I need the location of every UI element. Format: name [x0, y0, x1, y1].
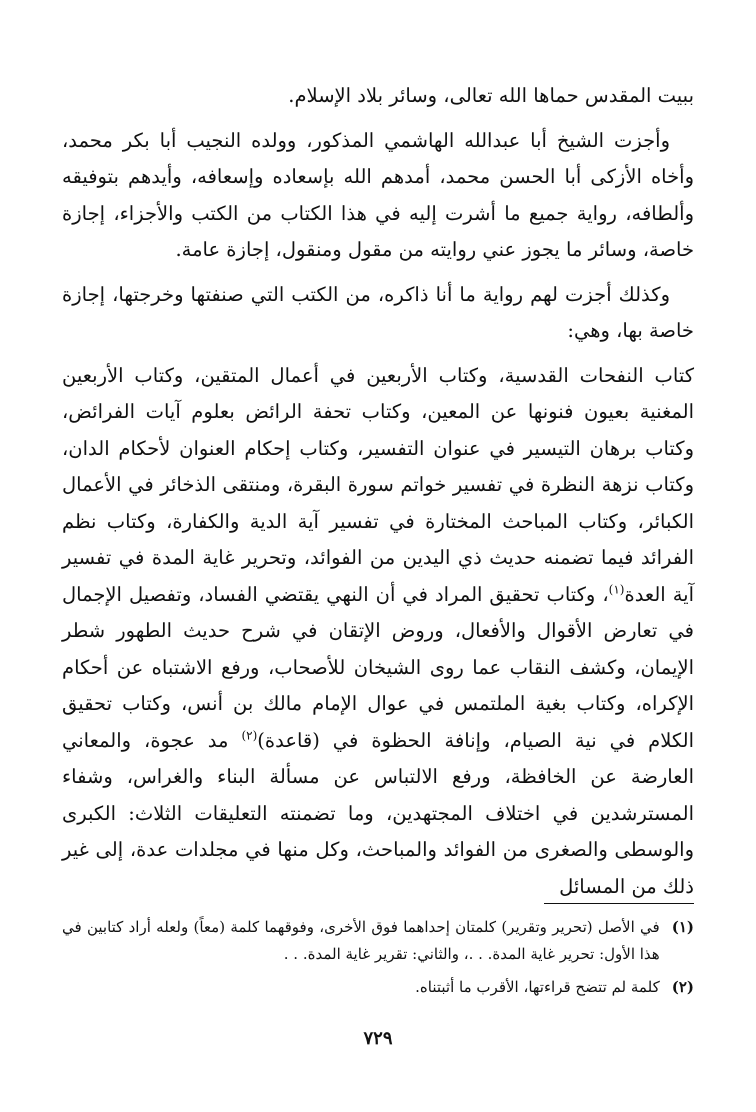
footnote-separator	[544, 903, 694, 904]
book-list-part-1: كتاب النفحات القدسية، وكتاب الأربعين في أعمال المتقين، وكتاب الأربعين المغنية بعيون فنونها عن المعين، وكتاب تحفة الرائض بعلوم آيات الفرائض، وكتاب برهان التيسير في عنوان التفسير، وكتاب إحكام العنوان لأحكام الدان، وكتاب نزهة النظرة في تفسير خواتم سورة البقرة، ومنتقى الذخائر في الأعمال الكبائر، وكتاب المباحث المختارة في تفسير آية الدية والكفارة، وكتاب نظم الفرائد فيما تضمنه حديث ذي اليدين من الفوائد، وتحرير غاية المدة في تفسير آية العدة	[62, 363, 695, 606]
footnote-number: (٢)	[671, 978, 694, 996]
paragraph-ijaza: وأجزت الشيخ أبا عبدالله الهاشمي المذكور، وولده النجيب أبا بكر محمد، وأخاه الأزكى أبا الحسن محمد، أمدهم الله بإسعاده وإسعافه، وأيدهم بتوفيقه وألطافه، رواية جميع ما أشرت إليه في هذا الكتاب من الكتب والأجزاء، إجازة خاصة، وسائر ما يجوز عني روايته من مقول ومنقول، إجازة عامة.	[62, 128, 694, 261]
paragraph-continuation: ببيت المقدس حماها الله تعالى، وسائر بلاد الإسلام.	[288, 84, 694, 107]
book-list-part-2: ، وكتاب تحقيق المراد في أن النهي يقتضي الفساد، وتفصيل الإجمال في تعارض الأقوال والأفعال، وروض الإتقان في شرح حديث الطهور شطر الإيمان، وكشف النقاب عما روى الشيخان للأصحاب، ورفع الاشتباه عن أحكام الإكراه، وكتاب بغية الملتمس في عوال الإمام مالك بن أنس، وكتاب تحقيق الكلام في نية الصيام، وإنافة الحظوة في (قاعدة)	[62, 582, 694, 752]
book-list-part-3: مد عجوة، والمعاني العارضة عن الخافظة، ورفع الالتباس عن مسألة البناء والغراس، وشفاء المسترشدين في اختلاف المجتهدين، وما تضمنته التعليقات الثلاث: الكبرى والوسطى والصغرى من الفوائد والمباحث، وكل منها في مجلدات عدة، إلى غير ذلك من المسائل	[62, 728, 694, 898]
footnote-number: (١)	[671, 918, 694, 936]
footnotes	[62, 914, 694, 1007]
footnote-2	[62, 974, 694, 1001]
footnote-1	[62, 914, 694, 968]
footnote-text: في الأصل (تحرير وتقرير) كلمتان إحداهما فوق الأخرى، وفوقهما كلمة (معاً) ولعله أراد كتابين في هذا الأول: تحرير غاية المدة. . .، والثاني: تقرير غاية المدة. . .	[62, 918, 660, 963]
footnote-marker-2[interactable]: (٢)	[241, 728, 258, 742]
paragraph-books-intro: وكذلك أجزت لهم رواية ما أنا ذاكره، من الكتب التي صنفتها وخرجتها، إجازة خاصة بها، وهي:	[62, 282, 694, 342]
page-number: ٧٢٩	[363, 1028, 393, 1049]
footnote-marker-1[interactable]: (١)	[608, 582, 625, 596]
main-text	[62, 78, 694, 905]
footnote-text: كلمة لم تتضح قراءتها، الأقرب ما أثبتناه.	[415, 978, 660, 996]
paragraph-book-list	[62, 358, 694, 906]
